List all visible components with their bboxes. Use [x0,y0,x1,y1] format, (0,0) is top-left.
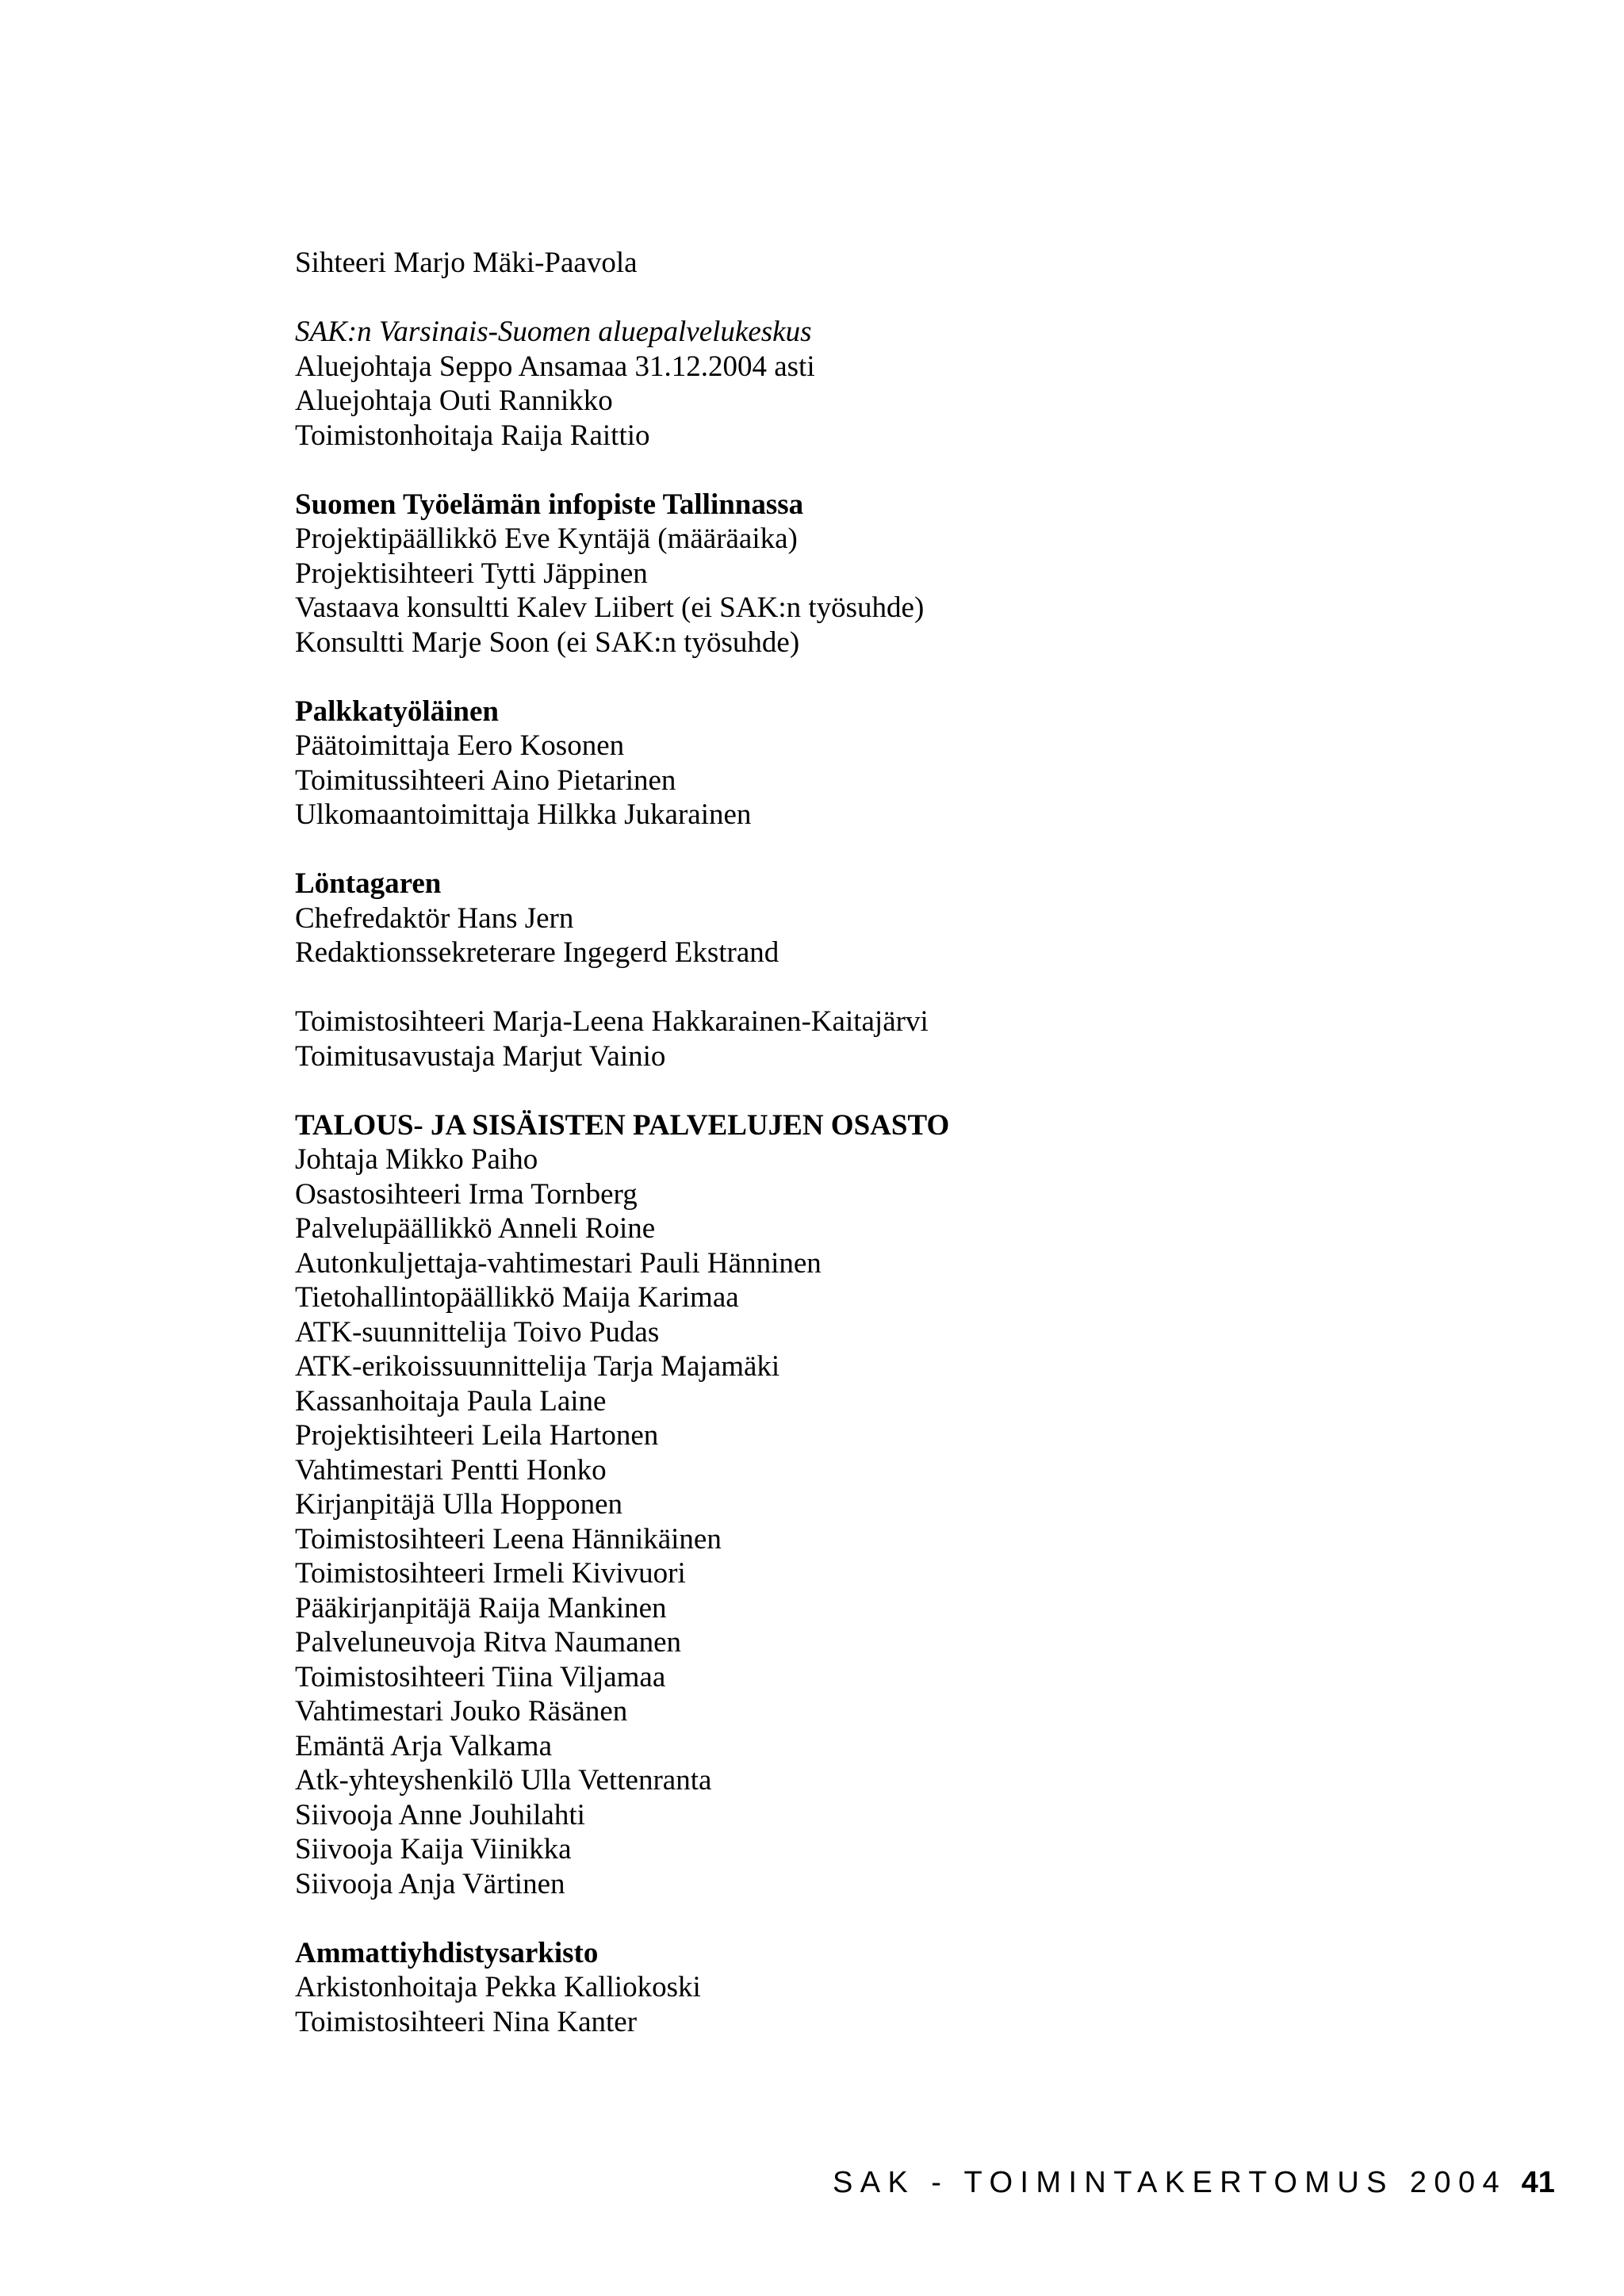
directory-section [295,1936,1484,2040]
staff-entry: Palvelupäällikkö Anneli Roine [295,1212,656,1245]
staff-entry: Toimistonhoitaja Raija Raittio [295,419,650,452]
staff-entry: Aluejohtaja Outi Rannikko [295,385,613,417]
staff-entry: Toimistosihteeri Nina Kanter [295,2005,638,2038]
section-heading: Löntagaren [295,867,442,900]
directory-section [295,246,1484,281]
staff-entry: Vahtimestari Jouko Räsänen [295,1695,628,1728]
section-heading: TALOUS- JA SISÄISTEN PALVELUJEN OSASTO [295,1108,950,1142]
staff-entry: Toimistosihteeri Marja-Leena Hakkarainen-Kaitajärvi [295,1005,929,1038]
directory-section [295,867,1484,970]
footer-title: SAK - TOIMINTAKERTOMUS 2004 [833,2166,1507,2199]
page-number: 41 [1521,2166,1555,2199]
staff-entry: Vahtimestari Pentti Honko [295,1453,607,1487]
staff-entry: Projektipäällikkö Eve Kyntäjä (määräaika) [295,522,798,555]
staff-entry: Päätoimittaja Eero Kosonen [295,729,625,762]
staff-entry: Projektisihteeri Leila Hartonen [295,1419,659,1452]
page-footer [833,2164,1555,2201]
staff-entry: Chefredaktör Hans Jern [295,901,574,935]
staff-entry: Siivooja Anja Värtinen [295,1867,565,1900]
staff-entry: Kassanhoitaja Paula Laine [295,1384,607,1418]
staff-entry: Ulkomaantoimittaja Hilkka Jukarainen [295,798,752,831]
staff-entry: Toimistosihteeri Leena Hännikäinen [295,1522,722,1556]
staff-entry: Arkistonhoitaja Pekka Kalliokoski [295,1971,701,2003]
staff-entry: Siivooja Anne Jouhilahti [295,1798,585,1831]
staff-entry: Atk-yhteyshenkilö Ulla Vettenranta [295,1764,712,1797]
staff-entry: ATK-suunnittelija Toivo Pudas [295,1315,660,1349]
staff-entry: Emäntä Arja Valkama [295,1729,552,1762]
staff-entry: Tietohallintopäällikkö Maija Karimaa [295,1281,739,1314]
directory-section [295,1108,1484,1902]
directory-section [295,315,1484,453]
staff-entry: Osastosihteeri Irma Tornberg [295,1177,638,1211]
staff-entry: Konsultti Marje Soon (ei SAK:n työsuhde) [295,626,800,659]
staff-entry: Toimistosihteeri Irmeli Kivivuori [295,1557,686,1590]
staff-entry: Toimitusavustaja Marjut Vainio [295,1039,666,1073]
staff-entry: Redaktionssekreterare Ingegerd Ekstrand [295,936,779,969]
staff-entry: Siivooja Kaija Viinikka [295,1833,572,1866]
staff-entry: Sihteeri Marjo Mäki-Paavola [295,247,638,279]
staff-entry: Toimistosihteeri Tiina Viljamaa [295,1660,666,1693]
staff-entry: Autonkuljettaja-vahtimestari Pauli Hänninen [295,1246,822,1280]
staff-directory [295,246,1484,2074]
staff-entry: Palveluneuvoja Ritva Naumanen [295,1626,682,1659]
staff-entry: Kirjanpitäjä Ulla Hopponen [295,1488,623,1521]
staff-entry: ATK-erikoissuunnittelija Tarja Majamäki [295,1350,780,1383]
section-heading: Suomen Työelämän infopiste Tallinnassa [295,488,804,521]
section-heading: Palkkatyöläinen [295,695,499,728]
staff-entry: Aluejohtaja Seppo Ansamaa 31.12.2004 asti [295,350,815,383]
staff-entry: Projektisihteeri Tytti Jäppinen [295,557,648,590]
staff-entry: Johtaja Mikko Paiho [295,1143,538,1176]
staff-entry: Vastaava konsultti Kalev Liibert (ei SAK:n työsuhde) [295,591,925,624]
staff-entry: Toimitussihteeri Aino Pietarinen [295,763,676,797]
directory-section [295,695,1484,832]
section-heading: SAK:n Varsinais-Suomen aluepalvelukeskus [295,316,812,348]
section-heading: Ammattiyhdistysarkisto [295,1936,599,1969]
directory-section [295,488,1484,660]
staff-entry: Pääkirjanpitäjä Raija Mankinen [295,1591,667,1624]
directory-section [295,1004,1484,1073]
